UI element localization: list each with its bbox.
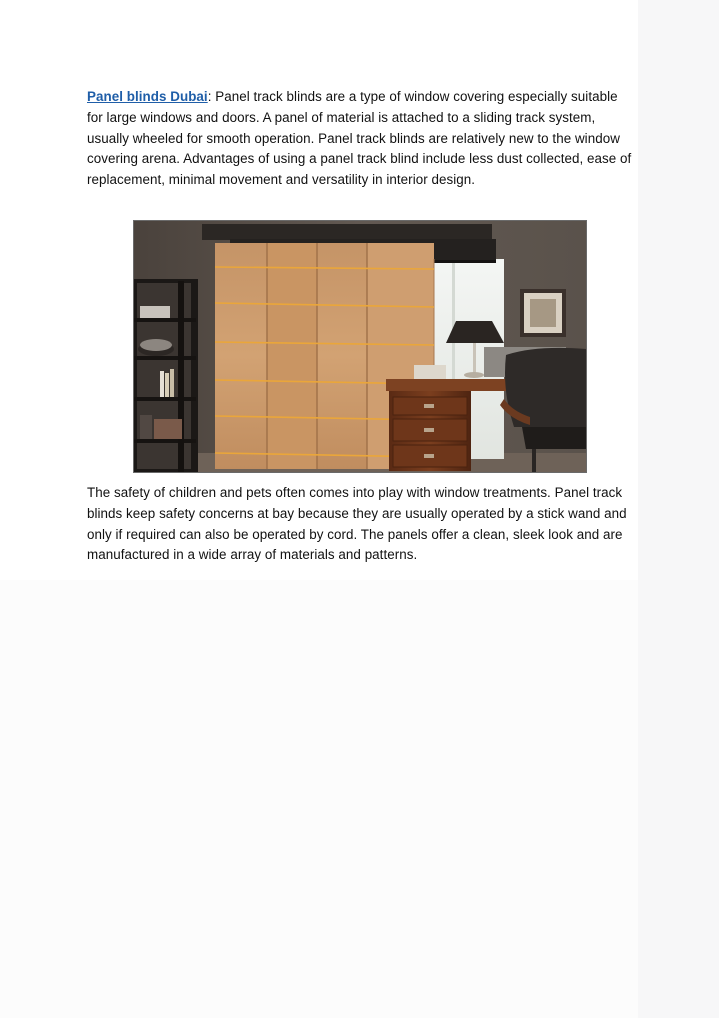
panel-blinds-dubai-link[interactable]: Panel blinds Dubai <box>87 89 208 104</box>
page-margin-shade <box>638 0 719 1018</box>
intro-paragraph <box>87 87 635 191</box>
page-blank-area <box>0 580 638 1018</box>
panel-blinds-photo <box>133 220 587 473</box>
intro-paragraph-text: : Panel track blinds are a type of window covering especially suitable for large windows and doors. A panel of material is attached to a sliding track system, usually wheeled for smooth operation. Panel track blinds are relatively new to the window covering arena. Advantages of using a panel track blind include less dust collected, ease of replacement, minimal movement and versatility in interior design. <box>87 89 632 188</box>
safety-paragraph: The safety of children and pets often comes into play with window treatments. Panel track blinds keep safety concerns at bay because they are usually operated by a stick wand and only if required can also be operated by cord. The panels offer a clean, sleek look and are manufactured in a wide array of materials and patterns. <box>87 485 627 563</box>
